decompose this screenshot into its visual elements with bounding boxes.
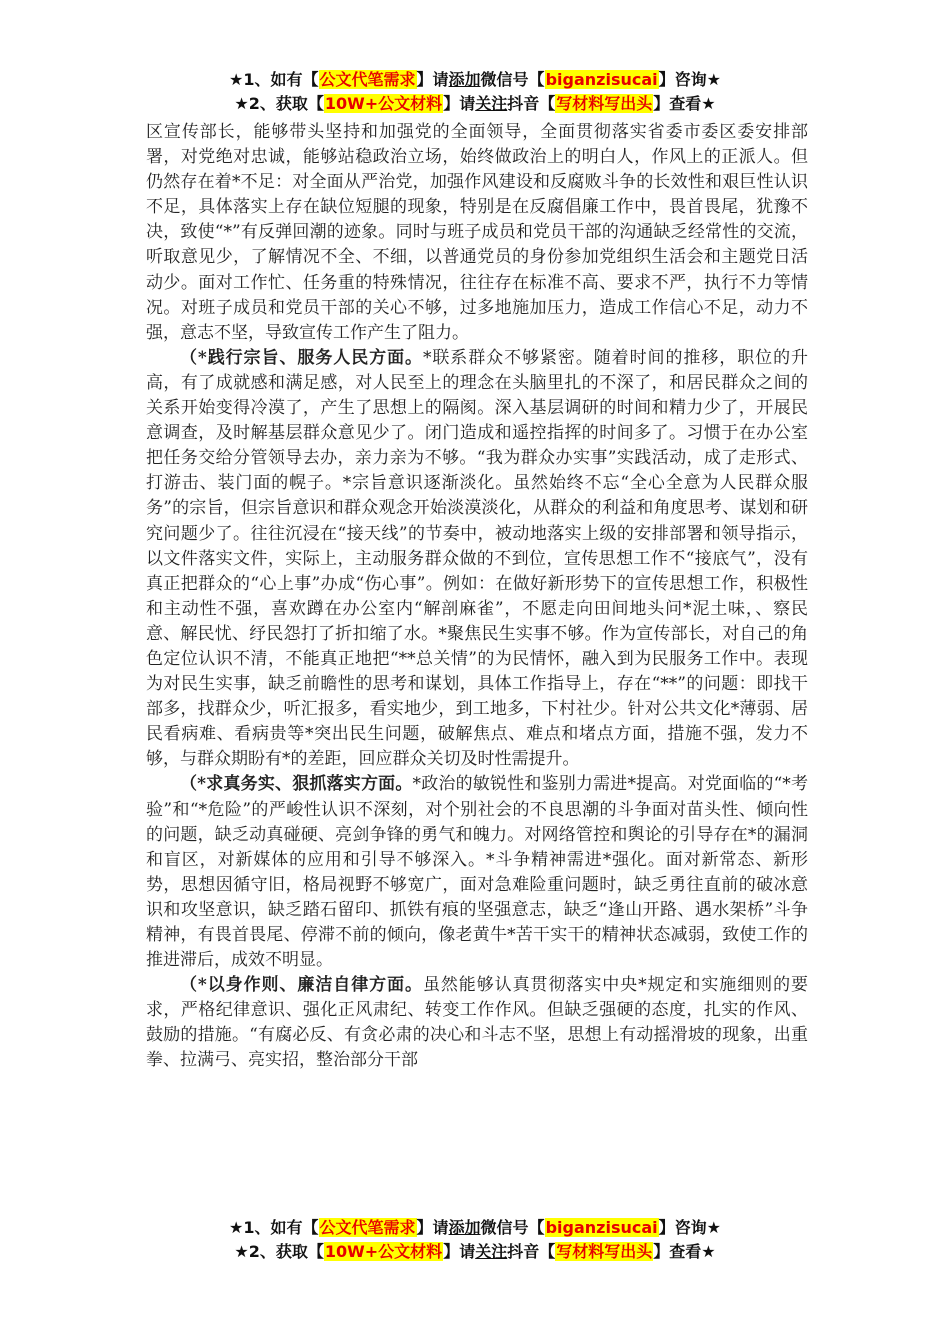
section-heading: （*践行宗旨、服务人民方面。 bbox=[180, 347, 423, 368]
highlight-writing-service: 公文代笔需求 bbox=[319, 70, 416, 89]
section-paragraph bbox=[146, 346, 808, 773]
section-text: 虽然能够认真贯彻落实中央*规定和实施细则的要求，严格纪律意识、强化正风肃纪、转变工作作风。但缺乏强硬的态度，扎实的作风、鼓励的措施。“有腐必反、有贪必肃的决心和斗志不坚，思想上有动摇滑坡的现象，出重拳、拉满弓、亮实招，整治部分干部 bbox=[146, 975, 809, 1071]
highlight-wechat-id: biganzisucai bbox=[545, 1218, 658, 1237]
promo-line-2: ★2、获取【10W+公文材料】请关注抖音【写材料写出头】查看★ bbox=[234, 1242, 716, 1261]
section-text: *联系群众不够紧密。随着时间的推移，职位的升高，有了成就感和满足感，对人民至上的理念在头脑里扎的不深了，和居民群众之间的关系开始变得冷漠了，产生了思想上的隔阂。深入基层调研的时间和精力少了，开展民意调查，及时解基层群众意见少了。闭门造成和遥控指挥的时间多了。习惯于在办公室把任务交给分管领导去办，亲力亲为不够。“我为群众办实事”实践活动，成了走形式、打游击、装门面的幌子。*宗旨意识逐渐淡化。虽然始终不忘“全心全意为人民群众服务”的宗旨，但宗旨意识和群众观念开始淡漠淡化，从群众的利益和角度思考、谋划和研究问题少了。往往沉浸在“接天线”的节奏中，被动地落实上级的安排部署和领导指示，以文件落实文件，实际上，主动服务群众做的不到位，宣传思想工作不“接底气”，没有真正把群众的“心上事”办成“伤心事”。例如：在做好新形势下的宣传思想工作，积极性和主动性不强，喜欢蹲在办公室内“解剖麻雀”，不愿走向田间地头问*泥土味，、察民意、解民忧、纾民怨打了折扣缩了水。*聚焦民生实事不够。作为宣传部长，对自己的角色定位认识不清，不能真正地把“**总关情”的为民情怀，融入到为民服务工作中。表现为对民生实事，缺乏前瞻性的思考和谋划，具体工作指导上，存在“**”的问题：即找干部多，找群众少，听汇报多，看实地少，到工地多，下村社少。针对公共文化*薄弱、居民看病难、看病贵等*突出民生问题，破解焦点、难点和堵点方面，措施不强，发力不够，与群众期盼有*的差距，回应群众关切及时性需提升。 bbox=[146, 347, 809, 770]
highlight-materials: 10W+公文材料 bbox=[324, 94, 443, 113]
promo-line-2: ★2、获取【10W+公文材料】请关注抖音【写材料写出头】查看★ bbox=[234, 94, 716, 113]
star-icon: ★ bbox=[234, 94, 249, 113]
section-heading: （*求真务实、狠抓落实方面。 bbox=[180, 774, 413, 795]
star-icon: ★ bbox=[229, 1218, 244, 1237]
promo-line-1: ★1、如有【公文代笔需求】请添加微信号【biganzisucai】咨询★ bbox=[229, 70, 721, 89]
footer-promo-banner bbox=[0, 1216, 950, 1264]
star-icon: ★ bbox=[234, 1242, 249, 1261]
highlight-douyin-account: 写材料写出头 bbox=[556, 1242, 653, 1261]
header-promo-banner bbox=[0, 68, 950, 116]
highlight-douyin-account: 写材料写出头 bbox=[556, 94, 653, 113]
section-paragraph bbox=[146, 973, 808, 1073]
highlight-writing-service: 公文代笔需求 bbox=[319, 1218, 416, 1237]
section-heading: （*以身作则、廉洁自律方面。 bbox=[180, 975, 423, 996]
document-body bbox=[146, 120, 808, 1074]
promo-line-1: ★1、如有【公文代笔需求】请添加微信号【biganzisucai】咨询★ bbox=[229, 1218, 721, 1237]
highlight-materials: 10W+公文材料 bbox=[324, 1242, 443, 1261]
star-icon: ★ bbox=[229, 70, 244, 89]
section-paragraph bbox=[146, 772, 808, 973]
highlight-wechat-id: biganzisucai bbox=[545, 70, 658, 89]
intro-paragraph: 区宣传部长，能够带头坚持和加强党的全面领导，全面贯彻落实省委市委区委安排部署，对党绝对忠诚，能够站稳政治立场，始终做政治上的明白人，作风上的正派人。但仍然存在着*不足：对全面从严治党，加强作风建设和反腐败斗争的长效性和艰巨性认识不足，具体落实上存在缺位短腿的现象，特别是在反腐倡廉工作中，畏首畏尾，犹豫不决，致使“*”有反弹回潮的迹象。同时与班子成员和党员干部的沟通缺乏经常性的交流，听取意见少，了解情况不全、不细，以普通党员的身份参加党组织生活会和主题党日活动少。面对工作忙、任务重的特殊情况，往往存在标准不高、要求不严，执行不力等情况。对班子成员和党员干部的关心不够，过多地施加压力，造成工作信心不足，动力不强，意志不坚，导致宣传工作产生了阻力。 bbox=[146, 122, 808, 343]
section-text: *政治的敏锐性和鉴别力需进*提高。对党面临的“*考验”和“*危险”的严峻性认识不深刻，对个别社会的不良思潮的斗争面对苗头性、倾向性的问题，缺乏动真碰硬、亮剑争锋的勇气和魄力。对网络管控和舆论的引导存在*的漏洞和盲区，对新媒体的应用和引导不够深入。*斗争精神需进*强化。面对新常态、新形势，思想因循守旧，格局视野不够宽广，面对急难险重问题时，缺乏勇往直前的破冰意识和攻坚意识，缺乏踏石留印、抓铁有痕的坚强意志，缺乏“逢山开路、遇水架桥”斗争精神，有畏首畏尾、停滞不前的倾向，像老黄牛*苦干实干的精神状态减弱，致使工作的推进滞后，成效不明显。 bbox=[146, 774, 808, 971]
